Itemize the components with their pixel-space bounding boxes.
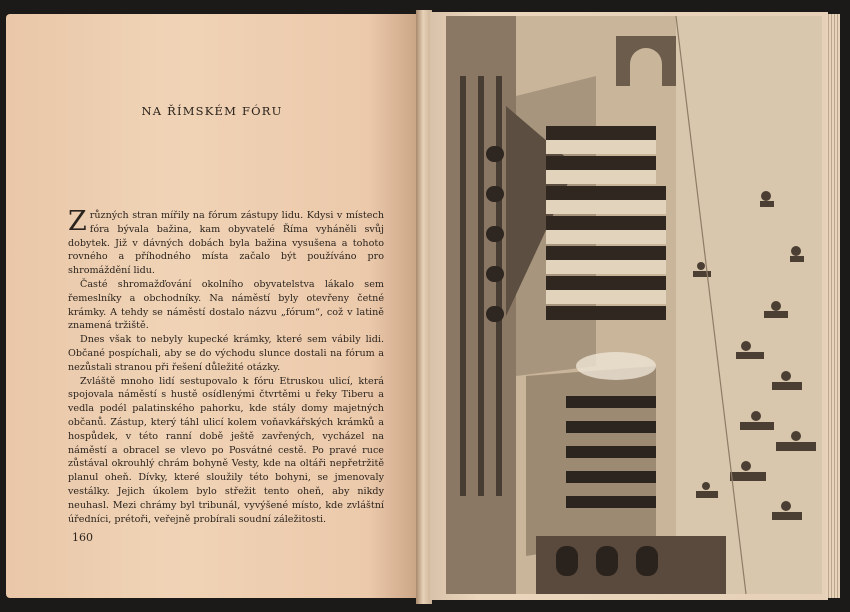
paragraph-1 (68, 206, 384, 278)
chapter-title: NA ŘÍMSKÉM FÓRU (141, 104, 283, 118)
paragraph-3: Dnes však to nebyly kupecké krámky, které sem vábily lidi. Občané pospíchali, aby se do východu slunce dostali na fórum a nezůstali stranou při řešení důležité otázky. (68, 334, 384, 373)
paragraph-2: Časté shromažďování okolního obyvatelstva lákalo sem řemeslníky a obchodníky. Na náměstí byly otevřeny četné krámky. A tehdy se náměstí dostalo názvu „fórum“, což v latině znamená tržiště. (68, 278, 384, 332)
body-text (68, 206, 384, 526)
forum-engraving (446, 16, 822, 594)
page-edges (826, 14, 840, 598)
paragraph-1-text: různých stran mířily na fórum zástupy lidu. Kdysi v místech fóra bývala bažina, kam obyvatelé Říma vyháněli svůj dobytek. Již v dávných dobách byla bažina vysušena a tohoto rovného a příhodného místa začalo být používáno pro shromáždění lidu. (68, 210, 384, 277)
paragraph-4: Zvláště mnoho lidí sestupovalo k fóru Etruskou ulicí, která spojovala náměstí s hustě osídlenými čtvrtěmi u řeky Tiberu a vedla podél palatinského pahorku, kde stály domy majetných občanů. Zástup, který táhl ulicí kolem voňavkářských krámků a hospůdek, v této ranní době ještě zavřených, vycházel na náměstí a obracel se vlevo po Posvátné cestě. Po pravé ruce zůstával okrouhlý chrám bohyně Vesty, kde na oltáři nepřetržitě planul oheň. Dívky, které sloužily této bohyni, se jmenovaly vestálky. Jejich úkolem bylo střežit tento oheň, aby nikdy neuhasl. Mezi chrámy byl tribunál, vyvýšené místo, kde zvláštní úředníci, prétoři, veřejně probírali soudní záležitosti. (68, 375, 384, 525)
drop-cap: Z (68, 206, 87, 237)
page-number: 160 (72, 531, 93, 544)
